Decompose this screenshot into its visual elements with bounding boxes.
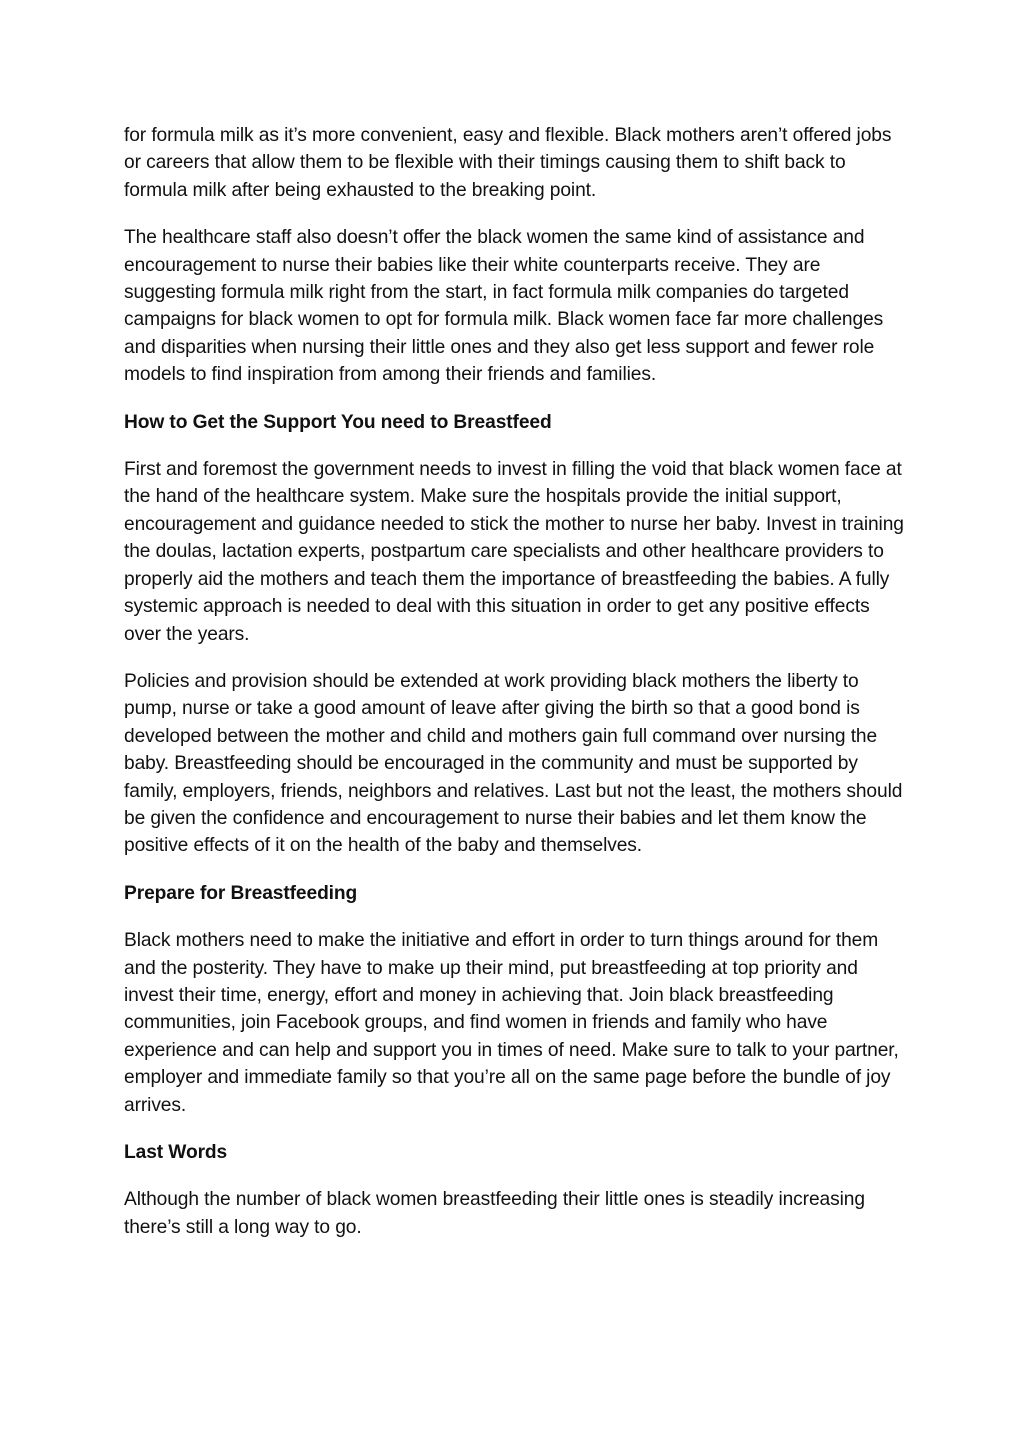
paragraph-policies-provision: Policies and provision should be extended at work providing black mothers the liberty to pump, nurse or take a good amount of leave after giving the birth so that a good bond is developed between the mother and child and mothers gain full command over nursing the baby. Breastfeeding should be encouraged in the community and must be supported by family, employers, friends, neighbors and relatives. Last but not the least, the mothers should be given the confidence and encouragement to nurse their babies and let them know the positive effects of it on the health of the baby and themselves. bbox=[124, 670, 903, 857]
paragraph-closing: Although the number of black women breastfeeding their little ones is steadily increasing there’s still a long way to go. bbox=[124, 1189, 865, 1238]
paragraph-government-invest: First and foremost the government needs to invest in filling the void that black women face at the hand of the healthcare system. Make sure the hospitals provide the initial support, encouragement and guidance needed to stick the mother to nurse her baby. Invest in training the doulas, lactation experts, postpartum care specialists and other healthcare providers to properly aid the mothers and teach them the importance of breastfeeding the babies. A fully systemic approach is needed to deal with this situation in order to get any positive effects over the years. bbox=[124, 459, 904, 645]
heading-last-words: Last Words bbox=[124, 1142, 228, 1163]
paragraph-formula-convenience: for formula milk as it’s more convenient, easy and flexible. Black mothers aren’t offered jobs or careers that allow them to be flexible with their timings causing them to shift back to formula milk after being exhausted to the breaking point. bbox=[124, 125, 892, 201]
paragraph-healthcare-staff: The healthcare staff also doesn’t offer the black women the same kind of assistance and encouragement to nurse their babies like their white counterparts receive. They are suggesting formula milk right from the start, in fact formula milk companies do targeted campaigns for black women to opt for formula milk. Black women face far more challenges and disparities when nursing their little ones and they also get less support and fewer role models to find inspiration from among their friends and families. bbox=[124, 227, 884, 386]
document-body bbox=[124, 122, 904, 1261]
heading-prepare-breastfeeding: Prepare for Breastfeeding bbox=[124, 882, 358, 904]
heading-get-support: How to Get the Support You need to Breastfeed bbox=[124, 411, 552, 433]
paragraph-black-mothers-initiative: Black mothers need to make the initiative and effort in order to turn things around for them and the posterity. They have to make up their mind, put breastfeeding at top priority and invest their time, energy, effort and money in achieving that. Join black breastfeeding communities, join Facebook groups, and find women in friends and family who have experience and can help and support you in times of need. Make sure to talk to your partner, employer and immediate family so that you’re all on the same page before the bundle of joy arrives. bbox=[124, 930, 899, 1116]
